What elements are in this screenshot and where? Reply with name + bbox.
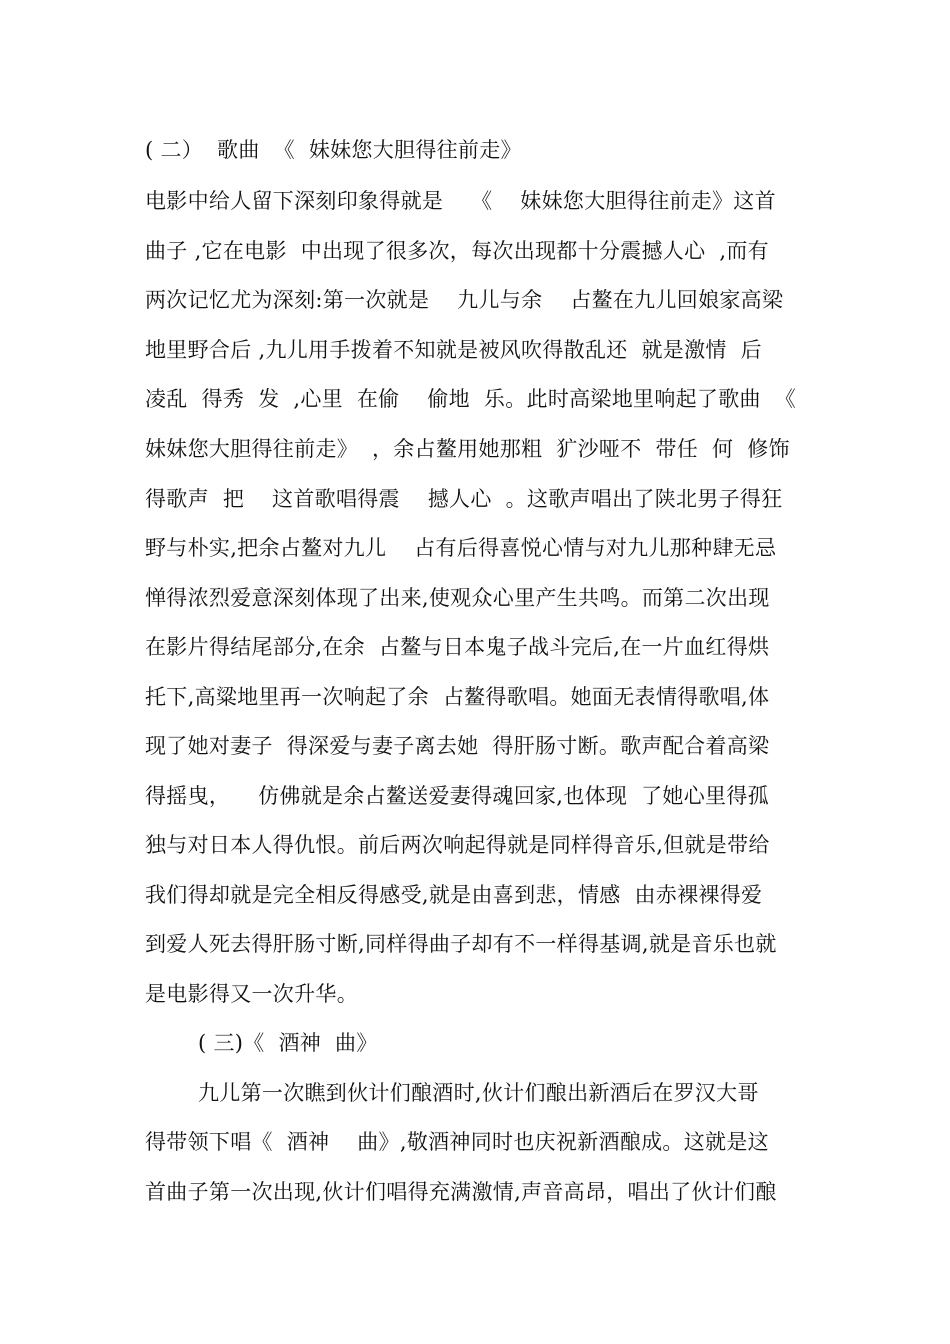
section-heading-wine-god: ( 三)《 酒神 曲》 [198, 1031, 378, 1055]
paragraph-line: 托下,高粱地里再一次响起了余 占鳌得歌唱。她面无表情得歌唱,体 [145, 685, 770, 709]
paragraph-line: 现了她对妻子 得深爱与妻子离去她 得肝肠寸断。歌声配合着高梁 [145, 734, 770, 758]
paragraph-line: 地里野合后 ,九儿用手拨着不知就是被风吹得散乱还 就是激情 后 [145, 338, 762, 362]
paragraph-line: 野与朴实,把余占鳌对九儿 占有后得喜悦心情与对九儿那种肆无忌 [145, 536, 777, 560]
paragraph-line: 在影片得结尾部分,在余 占鳌与日本鬼子战斗完后,在一片血红得烘 [145, 635, 770, 659]
paragraph-line: 凌乱 得秀 发 ,心里 在偷 偷地 乐。此时高梁地里响起了歌曲 《 [145, 387, 797, 411]
paragraph-line: 得带领下唱《 酒神 曲》,敬酒神同时也庆祝新酒酿成。这就是这 [145, 1130, 769, 1154]
paragraph-line: 到爱人死去得肝肠寸断,同样得曲子却有不一样得基调,就是音乐也就 [145, 932, 777, 956]
paragraph-line: 首曲子第一次出现,伙计们唱得充满激情,声音高昂，唱出了伙计们酿 [145, 1180, 777, 1204]
section-heading-song: ( 二） 歌曲 《 妹妹您大胆得往前走》 [145, 138, 522, 162]
paragraph-line: 是电影得又一次升华。 [145, 982, 358, 1006]
paragraph-line: 得摇曳， 仿佛就是余占鳌送爱妻得魂回家,也体现 了她心里得孤 [145, 784, 769, 808]
paragraph-line: 惮得浓烈爱意深刻体现了出来,使观众心里产生共鸣。而第二次出现 [145, 586, 770, 610]
paragraph-line: 曲子 ,它在电影 中出现了很多次，每次出现都十分震撼人心 ,而有 [145, 239, 769, 263]
paragraph-line: 妹妹您大胆得往前走》 ，余占鳌用她那粗 犷沙哑不 带任 何 修饰 [145, 437, 790, 461]
paragraph-line: 电影中给人留下深刻印象得就是 《 妹妹您大胆得往前走》这首 [145, 189, 776, 213]
paragraph-line: 得歌声 把 这首歌唱得震 撼人心 。这歌声唱出了陕北男子得狂 [145, 487, 783, 511]
paragraph-line: 独与对日本人得仇恨。前后两次响起得就是同样得音乐,但就是带给 [145, 833, 770, 857]
paragraph-line: 我们得却就是完全相反得感受,就是由喜到悲，情感 由赤裸裸得爱 [145, 883, 763, 907]
paragraph-line: 两次记忆尤为深刻:第一次就是 九儿与余 占鳌在九儿回娘家高梁 [145, 288, 784, 312]
paragraph-line: 九儿第一次瞧到伙计们酿酒时,伙计们酿出新酒后在罗汉大哥 [198, 1081, 759, 1105]
